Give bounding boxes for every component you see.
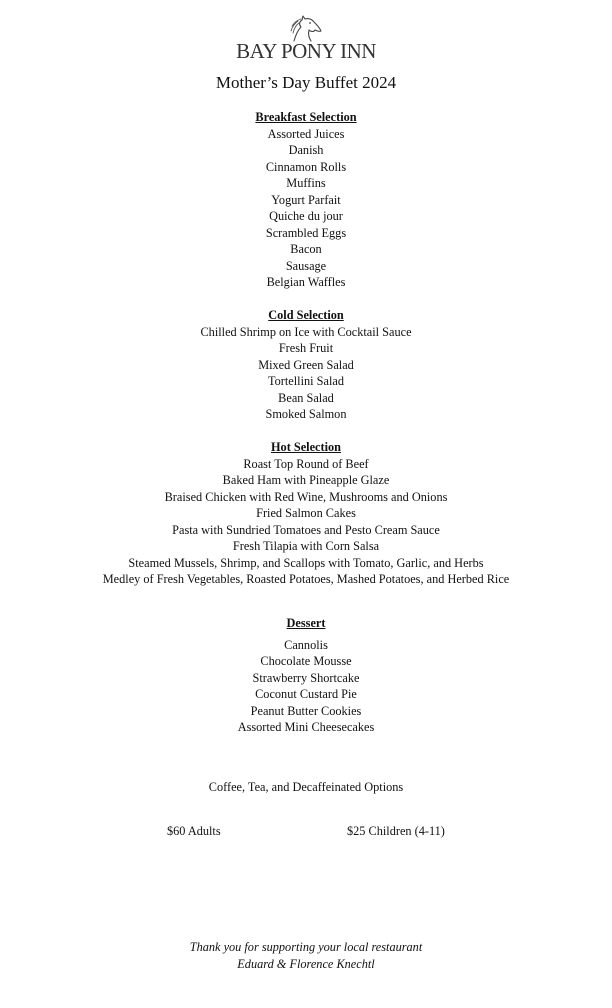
cold-menu-item: Smoked Salmon xyxy=(265,407,347,421)
horse-head-icon xyxy=(286,14,326,42)
breakfast-menu-item: Bacon xyxy=(290,242,322,256)
dessert-menu-item: Chocolate Mousse xyxy=(260,654,352,668)
hot-menu-item: Pasta with Sundried Tomatoes and Pesto Cream Sauce xyxy=(172,522,440,537)
cold-menu-item: Mixed Green Salad xyxy=(258,357,354,372)
breakfast-menu-item: Muffins xyxy=(286,176,326,190)
hot-menu-item: Fried Salmon Cakes xyxy=(256,506,356,520)
logo xyxy=(0,14,612,62)
breakfast-menu-item: Yogurt Parfait xyxy=(271,192,341,207)
footer-thanks: Thank you for supporting your local restaurant xyxy=(189,940,423,954)
breakfast-menu-item: Assorted Juices xyxy=(267,126,345,141)
breakfast-heading: Breakfast Selection xyxy=(255,110,357,124)
hot-heading: Hot Selection xyxy=(270,440,341,454)
hot-menu-item: Fresh Tilapia with Corn Salsa xyxy=(232,539,380,553)
cold-menu-item: Bean Salad xyxy=(278,390,334,405)
hot-menu-item: Steamed Mussels, Shrimp, and Scallops with Tomato, Garlic, and Herbs xyxy=(128,555,484,570)
dessert-section xyxy=(0,615,612,736)
breakfast-menu-item: Sausage xyxy=(285,258,327,273)
cold-menu-item: Fresh Fruit xyxy=(278,341,334,355)
dessert-heading: Dessert xyxy=(286,616,326,630)
beverages-line: Coffee, Tea, and Decaffeinated Options xyxy=(208,780,404,794)
breakfast-menu-item: Scrambled Eggs xyxy=(265,225,347,240)
breakfast-menu-item: Belgian Waffles xyxy=(266,275,346,289)
dessert-menu-item: Coconut Custard Pie xyxy=(255,687,357,701)
children-price: $25 Children (4-11) xyxy=(347,824,445,838)
cold-menu-item: Tortellini Salad xyxy=(268,374,344,388)
hot-section xyxy=(0,439,612,588)
hot-menu-item: Roast Top Round of Beef xyxy=(243,456,369,471)
dessert-menu-item: Peanut Butter Cookies xyxy=(250,703,362,718)
page-title: Mother’s Day Buffet 2024 xyxy=(215,73,397,92)
dessert-menu-item: Assorted Mini Cheesecakes xyxy=(237,720,375,734)
hot-menu-item: Medley of Fresh Vegetables, Roasted Potatoes, Mashed Potatoes, and Herbed Rice xyxy=(102,572,510,586)
dessert-menu-item: Strawberry Shortcake xyxy=(252,670,360,685)
logo-text: BAY PONY INN xyxy=(236,39,376,63)
cold-heading: Cold Selection xyxy=(268,308,344,322)
dessert-menu-item: Cannolis xyxy=(284,637,328,652)
hot-menu-item: Braised Chicken with Red Wine, Mushrooms and Onions xyxy=(164,489,448,504)
footer xyxy=(0,939,612,973)
breakfast-menu-item: Danish xyxy=(288,143,324,157)
hot-menu-item: Baked Ham with Pineapple Glaze xyxy=(222,473,390,487)
breakfast-menu-item: Cinnamon Rolls xyxy=(265,159,347,174)
footer-signature: Eduard & Florence Knechtl xyxy=(237,957,375,971)
cold-section xyxy=(0,307,612,423)
breakfast-section xyxy=(0,109,612,291)
adult-price: $60 Adults xyxy=(167,824,221,838)
cold-menu-item: Chilled Shrimp on Ice with Cocktail Sauce xyxy=(200,324,412,339)
breakfast-menu-item: Quiche du jour xyxy=(269,209,343,223)
